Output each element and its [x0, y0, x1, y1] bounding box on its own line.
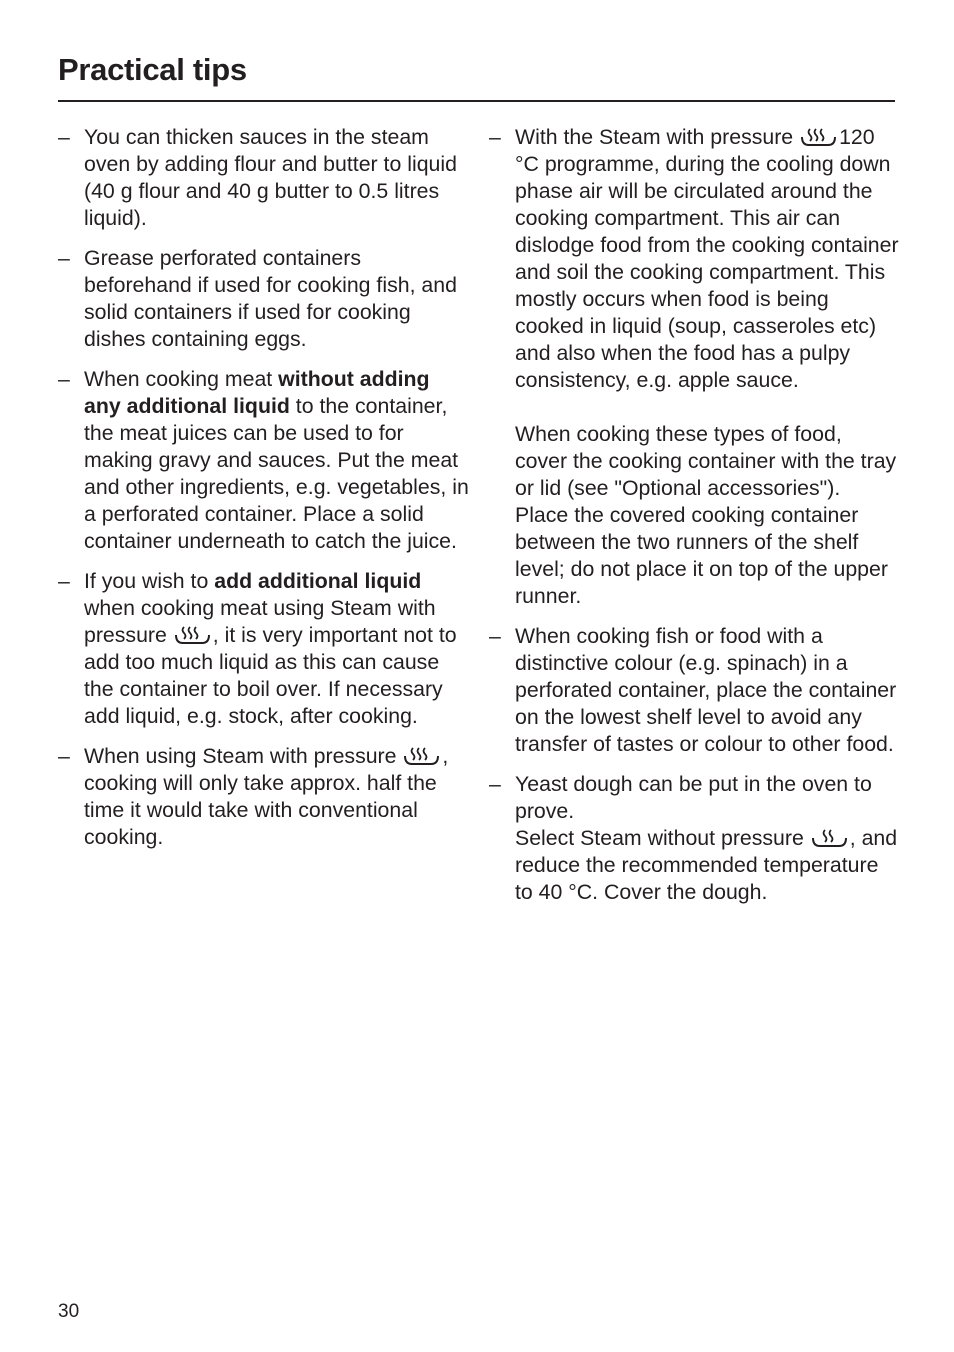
right-column — [489, 124, 899, 919]
dash-bullet: – — [489, 125, 501, 149]
page-title: Practical tips — [58, 52, 247, 87]
list-item — [489, 124, 899, 610]
tip-emphasis: add additional liquid — [214, 569, 422, 593]
list-item — [58, 568, 470, 730]
tip-text: Grease perforated containers beforehand if used for cooking fish, and solid containers if used for cooking dishes containing eggs. — [84, 246, 457, 351]
tip-text: With the Steam with pressure — [515, 125, 800, 149]
tips-list-right — [489, 124, 899, 906]
tip-emphasis: without adding any additional liquid — [84, 367, 430, 418]
list-item — [489, 771, 899, 906]
steam-without-pressure-icon — [810, 827, 850, 849]
dash-bullet: – — [58, 125, 70, 149]
list-item — [58, 743, 470, 851]
tip-text: when cooking meat using Steam with pressure — [84, 596, 436, 647]
tip-text: Yeast dough can be put in the oven to prove. — [515, 772, 872, 823]
tip-text: , cooking will only take approx. half the time it would take with conventional cooking. — [84, 744, 449, 849]
tips-list-left — [58, 124, 470, 851]
tip-text: When cooking meat — [84, 367, 279, 391]
tip-text: When using Steam with pressure — [84, 744, 403, 768]
left-column — [58, 124, 470, 864]
dash-bullet: – — [58, 367, 70, 391]
list-item — [58, 245, 470, 353]
steam-with-pressure-icon — [799, 126, 839, 148]
tip-text: to the container, the meat juices can be used to for making gravy and sauces. Put the meat and other ingredients, e.g. vegetables, in a perforated container. Place a solid container underneath to catch the juice. — [84, 394, 469, 553]
steam-with-pressure-icon — [402, 745, 442, 767]
dash-bullet: – — [58, 744, 70, 768]
tip-text: Select Steam without pressure — [515, 826, 810, 850]
tip-text: , and reduce the recommended temperature to 40 °C. Cover the dough. — [515, 826, 898, 904]
dash-bullet: – — [489, 624, 501, 648]
dash-bullet: – — [489, 772, 501, 796]
tip-text: , it is very important not to add too much liquid as this can cause the container to boil over. If necessary add liquid, e.g. stock, after cooking. — [84, 623, 457, 728]
title-divider — [58, 100, 895, 102]
tip-text: 120 °C programme, during the cooling down phase air will be circulated around the cooking compartment. This air can dislodge food from the cooking container and soil the cooking compartment. This mostly occurs when food is being cooked in liquid (soup, casseroles etc) and also when the food has a pulpy consistency, e.g. apple sauce. — [515, 125, 899, 392]
list-item — [58, 366, 470, 555]
tip-text: You can thicken sauces in the steam oven by adding flour and butter to liquid (40 g flour and 40 g butter to 0.5 litres liquid). — [84, 125, 457, 230]
dash-bullet: – — [58, 246, 70, 270]
tip-text: When cooking these types of food, cover the cooking container with the tray or lid (see "Optional accessories"). Place the covered cooking container between the two runners of the shelf level; do not place it on top of the upper runner. — [515, 422, 897, 608]
tip-text: If you wish to — [84, 569, 215, 593]
tip-text: When cooking fish or food with a distinctive colour (e.g. spinach) in a perforated container, place the container on the lowest shelf level to avoid any transfer of tastes or colour to other food. — [515, 624, 897, 756]
steam-with-pressure-icon — [173, 624, 213, 646]
list-item — [489, 623, 899, 758]
list-item — [58, 124, 470, 232]
dash-bullet: – — [58, 569, 70, 593]
page-number: 30 — [58, 1301, 80, 1322]
